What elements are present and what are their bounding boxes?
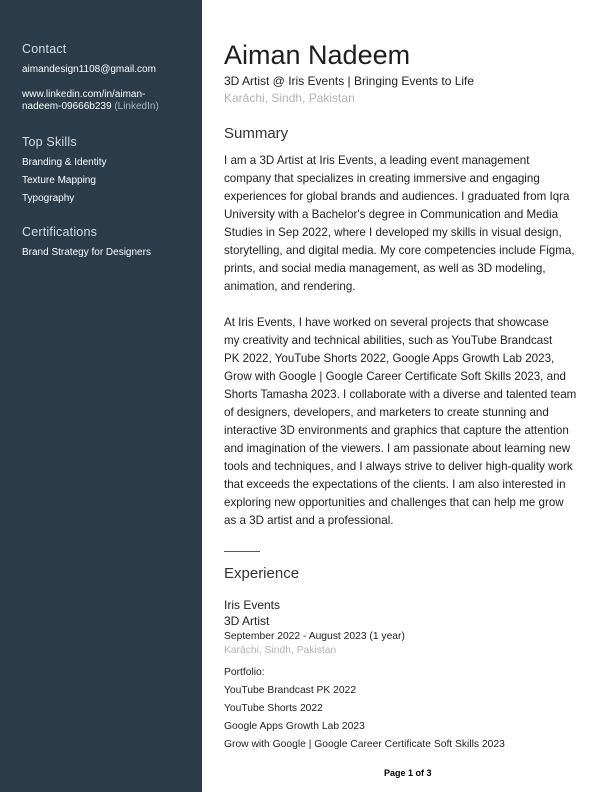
experience-heading: Experience (224, 565, 300, 582)
profile-headline: 3D Artist @ Iris Events | Bringing Events to Life (224, 74, 475, 88)
certification-item: Brand Strategy for Designers (22, 247, 151, 258)
text-line: PK 2022, YouTube Shorts 2022, Google Apps Growth Lab 2023, (224, 352, 555, 365)
text-line: At Iris Events, I have worked on several projects that showcase (224, 316, 549, 329)
contact-heading: Contact (22, 42, 67, 56)
text-line: prints, and social media management, as well as 3D modeling, (224, 262, 546, 275)
text-line: Studies in Sep 2022, where I developed my skills in visual design, (224, 226, 562, 239)
portfolio-item: YouTube Brandcast PK 2022 (224, 685, 357, 696)
summary-paragraph-1 (224, 152, 592, 296)
linkedin-label: (LinkedIn) (114, 101, 159, 112)
text-line: and imagination of the viewers. I am passionate about learning new (224, 442, 571, 455)
text-line: tools and techniques, and I always strive to deliver high-quality work (224, 460, 573, 473)
experience-location: Karāchi, Sindh, Pakistan (224, 645, 337, 656)
portfolio-item: YouTube Shorts 2022 (224, 703, 323, 714)
text-line: University with a Bachelor's degree in Communication and Media (224, 208, 559, 221)
linkedin-url-line1: www.linkedin.com/in/aiman- (22, 89, 146, 100)
linkedin-link[interactable] (22, 89, 159, 113)
text-line: Shorts Tamasha 2023. I collaborate with a diverse and talented team (224, 388, 577, 401)
experience-dates: September 2022 - August 2023 (1 year) (224, 631, 405, 642)
skill-item: Typography (22, 193, 75, 204)
linkedin-url-line2: nadeem-09666b239 (22, 101, 112, 112)
email-link[interactable]: aimandesign1108@gmail.com (22, 64, 156, 75)
text-line: Grow with Google | Google Career Certificate Soft Skills 2023, and (224, 370, 566, 383)
skill-item: Texture Mapping (22, 175, 96, 186)
text-line: of designers, developers, and marketers to create stunning and (224, 406, 549, 419)
summary-heading: Summary (224, 125, 289, 142)
text-line: I am a 3D Artist at Iris Events, a leading event management (224, 154, 530, 167)
text-line: that exceeds the expectations of the clients. I am also interested in (224, 478, 566, 491)
top-skills-heading: Top Skills (22, 135, 77, 149)
portfolio-item: Grow with Google | Google Career Certificate Soft Skills 2023 (224, 739, 505, 750)
skill-item: Branding & Identity (22, 157, 107, 168)
text-line: company that specializes in creating immersive and engaging (224, 172, 540, 185)
text-line: experiences for global brands and audiences. I graduated from Iqra (224, 190, 570, 203)
profile-name: Aiman Nadeem (224, 40, 411, 70)
experience-role: 3D Artist (224, 614, 270, 628)
certifications-heading: Certifications (22, 225, 98, 239)
text-line: as a 3D artist and a professional. (224, 514, 394, 527)
text-line: my creativity and technical abilities, such as YouTube Brandcast (224, 334, 553, 347)
summary-paragraph-2 (224, 314, 592, 530)
profile-location: Karāchi, Sindh, Pakistan (224, 91, 355, 105)
text-line: storytelling, and digital media. My core competencies include Figma, (224, 244, 575, 257)
text-line: interactive 3D environments and graphics that capture the attention (224, 424, 569, 437)
text-line: exploring new opportunities and challenges that can help me grow (224, 496, 564, 509)
page-number: Page 1 of 3 (384, 768, 432, 778)
portfolio-label: Portfolio: (224, 667, 265, 678)
text-line: animation, and rendering. (224, 280, 356, 293)
portfolio-item: Google Apps Growth Lab 2023 (224, 721, 365, 732)
sidebar (0, 0, 202, 792)
experience-company: Iris Events (224, 598, 281, 612)
section-divider (224, 551, 260, 552)
